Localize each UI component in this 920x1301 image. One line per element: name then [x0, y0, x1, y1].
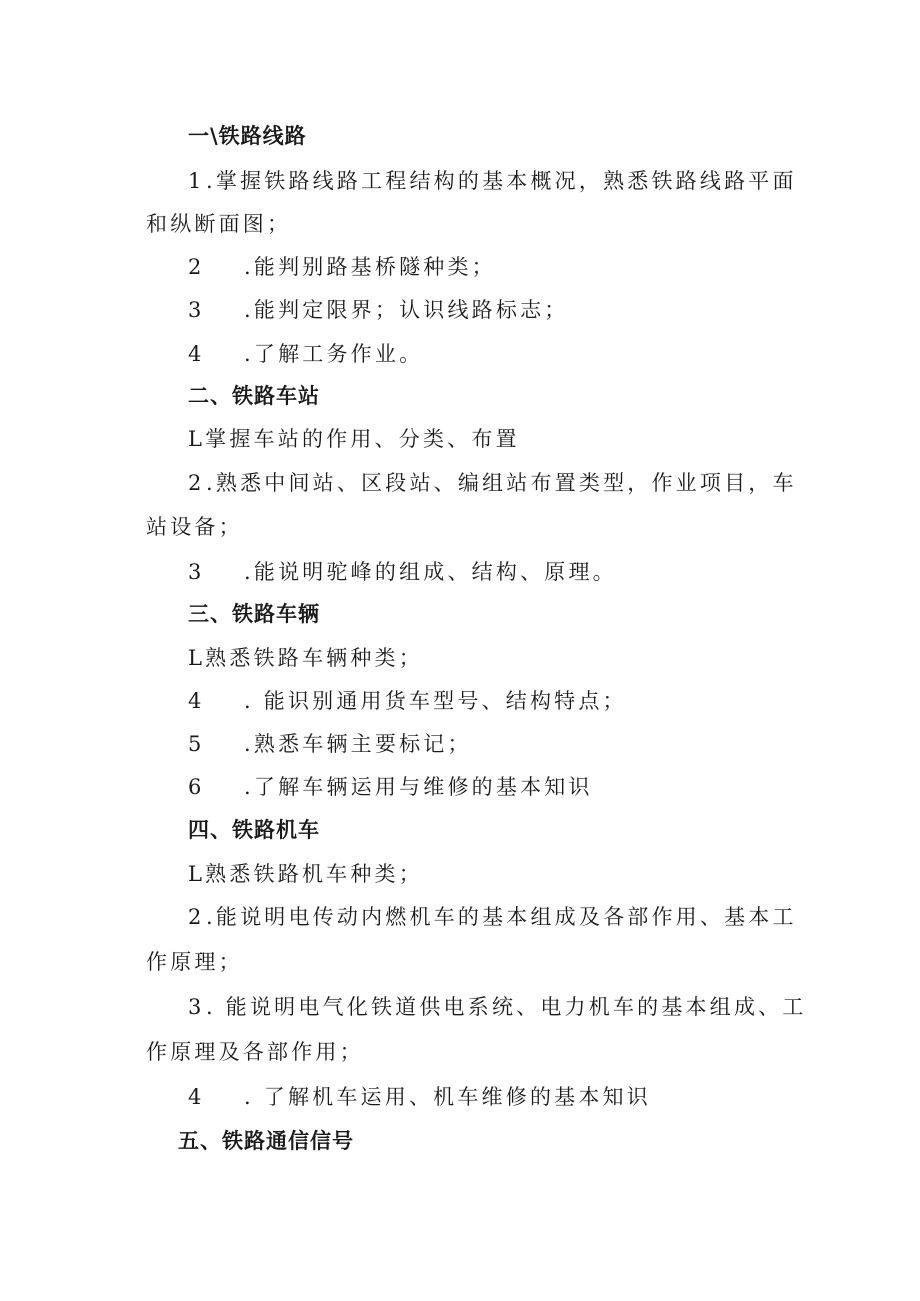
- item-number: 2: [188, 905, 205, 929]
- item-number: 4: [188, 689, 205, 713]
- item-text: .了解工务作业。: [244, 342, 424, 366]
- item-number: 3: [188, 560, 205, 584]
- list-item: [188, 904, 797, 930]
- item-text: .熟悉中间站、区段站、编组站布置类型，作业项目，车: [206, 471, 797, 495]
- item-number: 1: [188, 169, 205, 193]
- list-item: [188, 341, 423, 367]
- item-number: 3: [188, 995, 205, 1019]
- item-number: 6: [188, 775, 205, 799]
- item-text: L掌握车站的作用、分类、布置: [188, 427, 520, 451]
- item-text: . 了解机车运用、机车维修的基本知识: [244, 1085, 651, 1109]
- section-heading: 一\铁路线路: [188, 124, 307, 148]
- item-text: .能说明驼峰的组成、结构、原理。: [244, 560, 617, 584]
- list-item: [188, 168, 797, 194]
- item-number: 4: [188, 1085, 205, 1109]
- list-item: [188, 1084, 651, 1110]
- list-item: [188, 297, 568, 323]
- list-item: [188, 774, 593, 800]
- item-text: . 能说明电气化铁道供电系统、电力机车的基本组成、工: [206, 995, 807, 1019]
- list-item: [188, 426, 520, 452]
- list-item: [188, 254, 496, 280]
- item-continuation: 作原理；: [146, 950, 243, 974]
- list-item: [188, 861, 423, 887]
- item-text: L熟悉铁路车辆种类；: [188, 646, 423, 670]
- item-number: 4: [188, 342, 205, 366]
- item-number: 5: [188, 732, 205, 756]
- list-item: [188, 645, 423, 671]
- section-heading: 四、铁路机车: [188, 818, 320, 842]
- item-text: .能说明电传动内燃机车的基本组成及各部作用、基本工: [206, 905, 797, 929]
- item-continuation: 作原理及各部作用；: [146, 1040, 364, 1064]
- item-text: .掌握铁路线路工程结构的基本概况，熟悉铁路线路平面: [206, 169, 797, 193]
- item-text: .熟悉车辆主要标记；: [244, 732, 472, 756]
- list-item: [188, 688, 627, 714]
- item-number: 2: [188, 255, 205, 279]
- list-item: [188, 731, 472, 757]
- item-text: . 能识别通用货车型号、结构特点；: [244, 689, 627, 713]
- item-text: .能判定限界；认识线路标志；: [244, 298, 569, 322]
- section-heading: 五、铁路通信信号: [178, 1129, 354, 1153]
- item-number: 2: [188, 471, 205, 495]
- list-item: [188, 994, 807, 1020]
- item-continuation: 站设备；: [146, 515, 243, 539]
- item-text: L熟悉铁路机车种类；: [188, 862, 423, 886]
- item-text: .能判别路基桥隧种类；: [244, 255, 496, 279]
- item-continuation: 和纵断面图；: [146, 212, 292, 236]
- item-text: .了解车辆运用与维修的基本知识: [244, 775, 593, 799]
- list-item: [188, 470, 797, 496]
- section-heading: 三、铁路车辆: [188, 602, 320, 626]
- section-heading: 二、铁路车站: [188, 384, 320, 408]
- item-number: 3: [188, 298, 205, 322]
- list-item: [188, 559, 617, 585]
